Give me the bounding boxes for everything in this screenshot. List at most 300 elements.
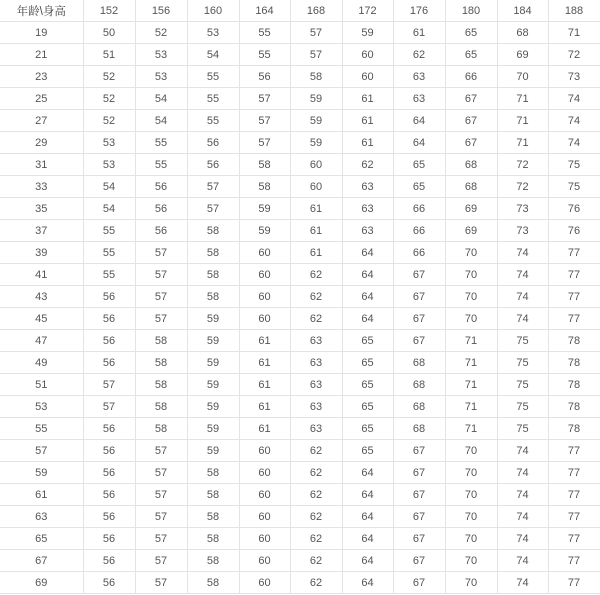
weight-cell: 58 xyxy=(239,154,290,176)
weight-cell: 60 xyxy=(290,154,342,176)
weight-cell: 67 xyxy=(393,308,445,330)
weight-cell: 56 xyxy=(83,550,135,572)
weight-cell: 57 xyxy=(135,308,187,330)
weight-cell: 60 xyxy=(239,242,290,264)
weight-cell: 57 xyxy=(187,198,239,220)
weight-cell: 74 xyxy=(548,88,600,110)
weight-cell: 57 xyxy=(239,110,290,132)
table-row xyxy=(0,66,600,88)
age-cell: 39 xyxy=(0,242,83,264)
weight-cell: 61 xyxy=(290,242,342,264)
weight-cell: 77 xyxy=(548,242,600,264)
table-row xyxy=(0,176,600,198)
weight-cell: 68 xyxy=(393,374,445,396)
weight-cell: 70 xyxy=(497,66,548,88)
height-column-header: 172 xyxy=(342,0,393,22)
weight-cell: 59 xyxy=(290,88,342,110)
table-row xyxy=(0,22,600,44)
weight-cell: 61 xyxy=(342,132,393,154)
weight-cell: 74 xyxy=(497,264,548,286)
corner-header-age-height: 年龄\身高 xyxy=(0,0,83,22)
weight-cell: 59 xyxy=(290,132,342,154)
age-cell: 41 xyxy=(0,264,83,286)
weight-cell: 57 xyxy=(83,374,135,396)
weight-cell: 67 xyxy=(393,528,445,550)
weight-cell: 65 xyxy=(342,396,393,418)
weight-cell: 55 xyxy=(83,264,135,286)
weight-cell: 75 xyxy=(497,396,548,418)
weight-cell: 74 xyxy=(497,440,548,462)
header-row xyxy=(0,0,600,22)
weight-cell: 74 xyxy=(497,484,548,506)
weight-cell: 71 xyxy=(445,330,497,352)
weight-cell: 60 xyxy=(342,44,393,66)
table-row xyxy=(0,132,600,154)
weight-cell: 56 xyxy=(187,132,239,154)
weight-cell: 57 xyxy=(83,396,135,418)
weight-cell: 59 xyxy=(187,352,239,374)
age-cell: 53 xyxy=(0,396,83,418)
table-row xyxy=(0,44,600,66)
age-cell: 49 xyxy=(0,352,83,374)
weight-cell: 71 xyxy=(445,396,497,418)
age-cell: 67 xyxy=(0,550,83,572)
weight-cell: 61 xyxy=(239,396,290,418)
weight-cell: 70 xyxy=(445,242,497,264)
weight-cell: 57 xyxy=(187,176,239,198)
weight-cell: 72 xyxy=(548,44,600,66)
weight-cell: 58 xyxy=(135,352,187,374)
weight-cell: 77 xyxy=(548,484,600,506)
weight-cell: 55 xyxy=(187,88,239,110)
weight-cell: 68 xyxy=(445,154,497,176)
weight-cell: 77 xyxy=(548,264,600,286)
height-column-header: 188 xyxy=(548,0,600,22)
weight-cell: 68 xyxy=(393,396,445,418)
weight-cell: 64 xyxy=(342,286,393,308)
table-row xyxy=(0,242,600,264)
weight-cell: 56 xyxy=(83,418,135,440)
table-row xyxy=(0,528,600,550)
weight-cell: 66 xyxy=(445,66,497,88)
table-row xyxy=(0,286,600,308)
age-cell: 55 xyxy=(0,418,83,440)
weight-cell: 67 xyxy=(393,462,445,484)
weight-cell: 50 xyxy=(83,22,135,44)
weight-cell: 64 xyxy=(342,308,393,330)
weight-cell: 70 xyxy=(445,440,497,462)
weight-cell: 71 xyxy=(548,22,600,44)
weight-cell: 64 xyxy=(342,550,393,572)
weight-cell: 56 xyxy=(135,176,187,198)
weight-cell: 77 xyxy=(548,308,600,330)
weight-cell: 53 xyxy=(187,22,239,44)
table-row xyxy=(0,374,600,396)
weight-cell: 53 xyxy=(135,44,187,66)
weight-cell: 62 xyxy=(290,462,342,484)
weight-cell: 56 xyxy=(83,462,135,484)
weight-cell: 58 xyxy=(135,418,187,440)
weight-cell: 67 xyxy=(445,132,497,154)
height-column-header: 164 xyxy=(239,0,290,22)
weight-cell: 57 xyxy=(135,572,187,594)
weight-cell: 77 xyxy=(548,506,600,528)
weight-cell: 56 xyxy=(83,286,135,308)
weight-cell: 65 xyxy=(342,440,393,462)
weight-cell: 55 xyxy=(135,154,187,176)
weight-cell: 61 xyxy=(393,22,445,44)
weight-cell: 56 xyxy=(135,220,187,242)
weight-cell: 56 xyxy=(83,528,135,550)
weight-cell: 76 xyxy=(548,198,600,220)
weight-cell: 66 xyxy=(393,220,445,242)
weight-cell: 70 xyxy=(445,550,497,572)
weight-cell: 76 xyxy=(548,220,600,242)
weight-cell: 64 xyxy=(342,462,393,484)
height-column-header: 180 xyxy=(445,0,497,22)
weight-cell: 64 xyxy=(393,132,445,154)
weight-cell: 71 xyxy=(497,132,548,154)
table-row xyxy=(0,308,600,330)
weight-cell: 58 xyxy=(290,66,342,88)
weight-cell: 72 xyxy=(497,154,548,176)
weight-cell: 73 xyxy=(548,66,600,88)
weight-cell: 52 xyxy=(83,110,135,132)
weight-cell: 61 xyxy=(239,330,290,352)
weight-cell: 71 xyxy=(445,418,497,440)
weight-cell: 59 xyxy=(187,440,239,462)
weight-cell: 68 xyxy=(497,22,548,44)
weight-cell: 58 xyxy=(135,396,187,418)
weight-cell: 58 xyxy=(187,286,239,308)
weight-cell: 56 xyxy=(83,330,135,352)
weight-cell: 74 xyxy=(497,528,548,550)
weight-cell: 65 xyxy=(393,176,445,198)
weight-cell: 65 xyxy=(393,154,445,176)
weight-cell: 78 xyxy=(548,396,600,418)
weight-cell: 67 xyxy=(393,264,445,286)
weight-cell: 58 xyxy=(187,528,239,550)
table-row xyxy=(0,220,600,242)
weight-cell: 67 xyxy=(393,440,445,462)
weight-cell: 69 xyxy=(445,220,497,242)
weight-cell: 58 xyxy=(187,506,239,528)
weight-cell: 68 xyxy=(393,352,445,374)
height-column-header: 176 xyxy=(393,0,445,22)
weight-cell: 68 xyxy=(393,418,445,440)
weight-cell: 63 xyxy=(290,418,342,440)
weight-cell: 71 xyxy=(497,88,548,110)
weight-cell: 74 xyxy=(497,550,548,572)
weight-cell: 67 xyxy=(393,484,445,506)
weight-cell: 74 xyxy=(548,132,600,154)
weight-cell: 70 xyxy=(445,528,497,550)
weight-cell: 64 xyxy=(393,110,445,132)
height-column-header: 156 xyxy=(135,0,187,22)
weight-cell: 77 xyxy=(548,286,600,308)
weight-cell: 65 xyxy=(445,44,497,66)
weight-cell: 74 xyxy=(497,286,548,308)
weight-cell: 72 xyxy=(497,176,548,198)
weight-cell: 70 xyxy=(445,506,497,528)
weight-cell: 55 xyxy=(83,242,135,264)
weight-cell: 75 xyxy=(497,418,548,440)
table-row xyxy=(0,396,600,418)
weight-cell: 62 xyxy=(393,44,445,66)
weight-cell: 57 xyxy=(135,242,187,264)
height-column-header: 152 xyxy=(83,0,135,22)
weight-cell: 58 xyxy=(187,462,239,484)
weight-cell: 77 xyxy=(548,528,600,550)
weight-cell: 59 xyxy=(187,374,239,396)
weight-cell: 77 xyxy=(548,440,600,462)
table-row xyxy=(0,352,600,374)
weight-cell: 70 xyxy=(445,308,497,330)
weight-cell: 67 xyxy=(393,506,445,528)
weight-cell: 61 xyxy=(290,198,342,220)
weight-cell: 70 xyxy=(445,462,497,484)
weight-cell: 74 xyxy=(497,462,548,484)
weight-cell: 63 xyxy=(290,330,342,352)
weight-cell: 78 xyxy=(548,330,600,352)
age-cell: 31 xyxy=(0,154,83,176)
table-row xyxy=(0,550,600,572)
weight-cell: 57 xyxy=(239,88,290,110)
weight-cell: 58 xyxy=(135,330,187,352)
age-cell: 47 xyxy=(0,330,83,352)
table-row xyxy=(0,418,600,440)
weight-cell: 60 xyxy=(239,440,290,462)
weight-cell: 57 xyxy=(135,264,187,286)
weight-cell: 56 xyxy=(239,66,290,88)
weight-cell: 56 xyxy=(135,198,187,220)
weight-cell: 75 xyxy=(548,154,600,176)
weight-cell: 58 xyxy=(187,550,239,572)
weight-cell: 54 xyxy=(83,176,135,198)
weight-cell: 62 xyxy=(290,484,342,506)
age-cell: 33 xyxy=(0,176,83,198)
weight-cell: 70 xyxy=(445,484,497,506)
age-cell: 59 xyxy=(0,462,83,484)
weight-cell: 66 xyxy=(393,198,445,220)
table-row xyxy=(0,484,600,506)
weight-cell: 62 xyxy=(290,308,342,330)
weight-cell: 59 xyxy=(239,220,290,242)
weight-cell: 54 xyxy=(187,44,239,66)
weight-cell: 70 xyxy=(445,286,497,308)
weight-cell: 74 xyxy=(497,572,548,594)
age-cell: 51 xyxy=(0,374,83,396)
weight-cell: 78 xyxy=(548,352,600,374)
weight-cell: 57 xyxy=(135,440,187,462)
age-cell: 65 xyxy=(0,528,83,550)
weight-cell: 63 xyxy=(393,88,445,110)
weight-cell: 61 xyxy=(239,374,290,396)
weight-cell: 74 xyxy=(548,110,600,132)
weight-cell: 57 xyxy=(135,462,187,484)
weight-cell: 57 xyxy=(290,44,342,66)
weight-cell: 61 xyxy=(290,220,342,242)
age-cell: 61 xyxy=(0,484,83,506)
weight-cell: 67 xyxy=(445,110,497,132)
weight-cell: 63 xyxy=(393,66,445,88)
weight-cell: 74 xyxy=(497,506,548,528)
table-body xyxy=(0,22,600,594)
weight-cell: 62 xyxy=(290,550,342,572)
weight-cell: 62 xyxy=(290,572,342,594)
weight-cell: 59 xyxy=(239,198,290,220)
weight-cell: 63 xyxy=(342,198,393,220)
table-row xyxy=(0,154,600,176)
weight-cell: 64 xyxy=(342,506,393,528)
weight-cell: 56 xyxy=(83,308,135,330)
weight-cell: 63 xyxy=(290,352,342,374)
weight-cell: 60 xyxy=(239,484,290,506)
weight-cell: 54 xyxy=(83,198,135,220)
weight-cell: 54 xyxy=(135,110,187,132)
weight-cell: 70 xyxy=(445,572,497,594)
weight-cell: 59 xyxy=(342,22,393,44)
weight-cell: 60 xyxy=(239,286,290,308)
weight-cell: 64 xyxy=(342,242,393,264)
weight-cell: 58 xyxy=(187,220,239,242)
weight-cell: 53 xyxy=(83,132,135,154)
age-cell: 25 xyxy=(0,88,83,110)
weight-cell: 56 xyxy=(83,352,135,374)
weight-cell: 55 xyxy=(135,132,187,154)
weight-cell: 64 xyxy=(342,264,393,286)
age-cell: 19 xyxy=(0,22,83,44)
age-cell: 37 xyxy=(0,220,83,242)
weight-cell: 61 xyxy=(239,418,290,440)
weight-cell: 67 xyxy=(445,88,497,110)
weight-cell: 58 xyxy=(187,264,239,286)
age-cell: 29 xyxy=(0,132,83,154)
table-row xyxy=(0,440,600,462)
age-cell: 27 xyxy=(0,110,83,132)
weight-cell: 58 xyxy=(187,572,239,594)
weight-cell: 69 xyxy=(445,198,497,220)
age-cell: 43 xyxy=(0,286,83,308)
weight-cell: 60 xyxy=(239,528,290,550)
table-row xyxy=(0,88,600,110)
weight-cell: 52 xyxy=(83,88,135,110)
weight-cell: 59 xyxy=(187,330,239,352)
weight-cell: 60 xyxy=(239,572,290,594)
weight-cell: 68 xyxy=(445,176,497,198)
weight-cell: 56 xyxy=(83,440,135,462)
weight-cell: 73 xyxy=(497,220,548,242)
weight-cell: 53 xyxy=(83,154,135,176)
height-column-header: 160 xyxy=(187,0,239,22)
weight-cell: 65 xyxy=(342,352,393,374)
weight-cell: 57 xyxy=(135,550,187,572)
weight-cell: 67 xyxy=(393,286,445,308)
weight-cell: 56 xyxy=(187,154,239,176)
weight-cell: 74 xyxy=(497,242,548,264)
weight-cell: 65 xyxy=(342,374,393,396)
weight-cell: 56 xyxy=(83,484,135,506)
weight-cell: 58 xyxy=(187,484,239,506)
table-row xyxy=(0,572,600,594)
weight-cell: 74 xyxy=(497,308,548,330)
weight-cell: 64 xyxy=(342,572,393,594)
age-cell: 35 xyxy=(0,198,83,220)
weight-cell: 60 xyxy=(239,462,290,484)
weight-cell: 63 xyxy=(342,176,393,198)
weight-cell: 78 xyxy=(548,418,600,440)
weight-cell: 59 xyxy=(187,396,239,418)
table-row xyxy=(0,330,600,352)
age-cell: 69 xyxy=(0,572,83,594)
weight-cell: 61 xyxy=(342,110,393,132)
weight-cell: 77 xyxy=(548,550,600,572)
weight-cell: 60 xyxy=(239,308,290,330)
weight-cell: 60 xyxy=(290,176,342,198)
weight-cell: 71 xyxy=(445,374,497,396)
weight-cell: 57 xyxy=(290,22,342,44)
age-cell: 45 xyxy=(0,308,83,330)
weight-cell: 57 xyxy=(239,132,290,154)
weight-cell: 56 xyxy=(83,572,135,594)
weight-cell: 78 xyxy=(548,374,600,396)
weight-cell: 52 xyxy=(135,22,187,44)
weight-cell: 62 xyxy=(290,440,342,462)
weight-cell: 61 xyxy=(239,352,290,374)
weight-cell: 63 xyxy=(290,374,342,396)
weight-cell: 70 xyxy=(445,264,497,286)
table-row xyxy=(0,110,600,132)
weight-cell: 61 xyxy=(342,88,393,110)
weight-cell: 58 xyxy=(135,374,187,396)
weight-cell: 57 xyxy=(135,484,187,506)
weight-cell: 67 xyxy=(393,550,445,572)
weight-cell: 65 xyxy=(342,418,393,440)
weight-cell: 53 xyxy=(135,66,187,88)
table-row xyxy=(0,264,600,286)
table-row xyxy=(0,462,600,484)
weight-cell: 64 xyxy=(342,484,393,506)
weight-cell: 60 xyxy=(239,264,290,286)
weight-cell: 55 xyxy=(187,66,239,88)
weight-cell: 59 xyxy=(290,110,342,132)
weight-cell: 62 xyxy=(290,264,342,286)
weight-cell: 63 xyxy=(290,396,342,418)
weight-cell: 54 xyxy=(135,88,187,110)
weight-cell: 69 xyxy=(497,44,548,66)
weight-cell: 73 xyxy=(497,198,548,220)
weight-cell: 55 xyxy=(239,44,290,66)
weight-cell: 75 xyxy=(497,374,548,396)
weight-cell: 60 xyxy=(239,550,290,572)
weight-cell: 51 xyxy=(83,44,135,66)
weight-cell: 64 xyxy=(342,528,393,550)
weight-cell: 55 xyxy=(83,220,135,242)
weight-cell: 60 xyxy=(239,506,290,528)
weight-cell: 65 xyxy=(342,330,393,352)
age-cell: 21 xyxy=(0,44,83,66)
weight-cell: 55 xyxy=(239,22,290,44)
weight-cell: 57 xyxy=(135,286,187,308)
weight-cell: 63 xyxy=(342,220,393,242)
weight-cell: 65 xyxy=(445,22,497,44)
weight-cell: 75 xyxy=(497,330,548,352)
height-column-header: 184 xyxy=(497,0,548,22)
weight-cell: 77 xyxy=(548,572,600,594)
weight-cell: 67 xyxy=(393,572,445,594)
weight-cell: 71 xyxy=(497,110,548,132)
age-cell: 63 xyxy=(0,506,83,528)
